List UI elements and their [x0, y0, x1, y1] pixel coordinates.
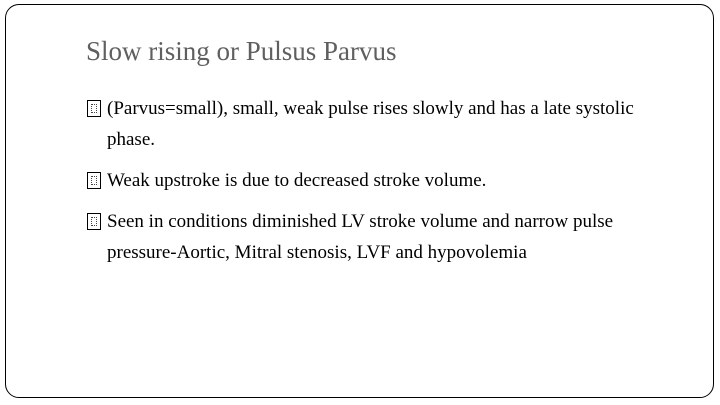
bullet-item: [86, 93, 686, 155]
bullet-list: [86, 93, 686, 278]
slide-title: Slow rising or Pulsus Parvus: [86, 36, 397, 66]
missing-glyph-box-icon: [87, 172, 101, 189]
missing-glyph-box-icon: [87, 213, 101, 230]
missing-glyph-box-icon: [87, 100, 101, 117]
bullet-text: Weak upstroke is due to decreased stroke volume.: [107, 170, 487, 191]
bullet-item: [86, 165, 686, 196]
bullet-item: [86, 206, 686, 268]
bullet-text: (Parvus=small), small, weak pulse rises slowly and has a late systolic phase.: [107, 98, 634, 150]
slide-frame: [5, 4, 714, 398]
bullet-text: Seen in conditions diminished LV stroke volume and narrow pulse pressure-Aortic, Mitral stenosis, LVF and hypovolemia: [107, 211, 614, 263]
